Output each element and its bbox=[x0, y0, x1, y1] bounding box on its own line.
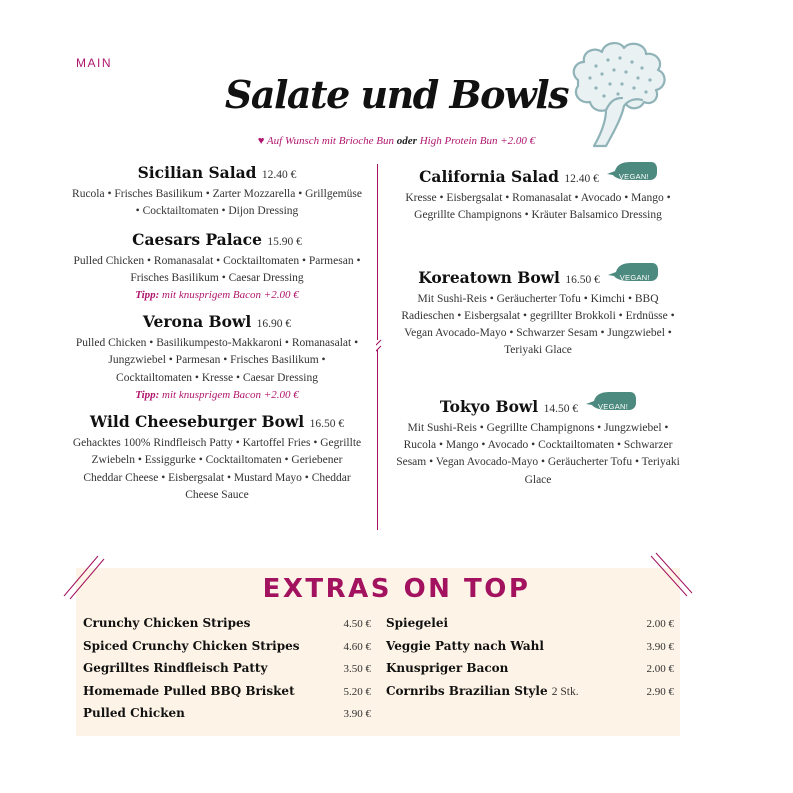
left-column bbox=[72, 162, 362, 504]
item-name: Caesars Palace bbox=[132, 229, 262, 249]
extras-column-right bbox=[386, 616, 674, 706]
item-name: Verona Bowl bbox=[142, 312, 252, 332]
item-name: Tokyo Bowl bbox=[439, 396, 539, 416]
subtitle-text-post: High Protein Bun +2.00 € bbox=[419, 135, 536, 147]
right-column bbox=[393, 162, 683, 489]
item-price: 16.90 € bbox=[256, 318, 292, 331]
extra-price: 4.50 € bbox=[343, 618, 371, 630]
extras-row bbox=[83, 639, 371, 662]
extra-price: 3.90 € bbox=[646, 640, 674, 653]
extras-row bbox=[83, 661, 371, 684]
item-price: 14.50 € bbox=[543, 402, 579, 415]
section-label: MAIN bbox=[76, 56, 112, 70]
extra-name: Pulled Chicken bbox=[83, 706, 185, 720]
item-price: 12.40 € bbox=[564, 173, 599, 185]
item-tip bbox=[72, 287, 362, 304]
subtitle-or: oder bbox=[396, 135, 417, 147]
item-title bbox=[72, 229, 362, 253]
subtitle-text-pre: Auf Wunsch mit Brioche Bun bbox=[266, 135, 395, 147]
item-price: 16.50 € bbox=[565, 273, 600, 286]
menu-item bbox=[72, 229, 362, 305]
heart-icon: ♥ bbox=[257, 135, 265, 147]
item-title bbox=[72, 311, 362, 335]
tip-label: Tipp: bbox=[135, 289, 160, 302]
column-divider bbox=[376, 164, 388, 530]
extra-name: Veggie Patty nach Wahl bbox=[386, 638, 544, 653]
extra-name bbox=[386, 684, 579, 698]
extras-row bbox=[83, 616, 371, 639]
menu-item bbox=[72, 311, 362, 404]
item-title bbox=[72, 162, 362, 186]
extra-name-text: Cornribs Brazilian Style bbox=[386, 683, 548, 698]
extras-row bbox=[386, 639, 674, 662]
extras-row bbox=[386, 616, 674, 639]
extras-title: EXTRAS ON TOP bbox=[262, 574, 531, 604]
item-description: Mit Sushi-Reis • Geräucherter Tofu • Kimchi • BBQ Radieschen • Eisbergsalat • gegrillter Brokkoli • Erdnüsse • Vegan Avocado-Mayo • Schwarzer Sesam • Jungzwiebel • Teriyaki Glace bbox=[401, 292, 675, 357]
extra-name: Gegrilltes Rindfleisch Patty bbox=[83, 661, 268, 675]
broccoli-icon bbox=[566, 36, 676, 148]
menu-item bbox=[393, 263, 683, 360]
menu-item bbox=[72, 411, 362, 504]
item-description: Kresse • Eisbergsalat • Romanasalat • Avocado • Mango • Gegrillte Champignons • Kräuter Balsamico Dressing bbox=[405, 192, 671, 222]
tip-label: Tipp: bbox=[135, 389, 160, 402]
extras-row bbox=[83, 684, 371, 707]
menu-item bbox=[393, 392, 683, 489]
extra-price: 2.90 € bbox=[646, 685, 674, 698]
vegan-badge: VEGAN! bbox=[586, 392, 636, 410]
vegan-badge: VEGAN! bbox=[607, 162, 657, 180]
extra-price: 3.90 € bbox=[343, 708, 371, 720]
item-description: Pulled Chicken • Basilikumpesto-Makkaroni • Romanasalat • Jungzwiebel • Parmesan • Frisches Basilikum • Cocktailtomaten • Kresse • Caesar Dressing bbox=[75, 337, 359, 384]
item-title bbox=[393, 392, 683, 420]
extras-row bbox=[386, 684, 674, 707]
item-title bbox=[72, 411, 362, 435]
extra-price: 4.60 € bbox=[343, 640, 371, 653]
extra-price: 2.00 € bbox=[646, 663, 674, 675]
item-name: Koreatown Bowl bbox=[418, 267, 560, 287]
extra-price: 5.20 € bbox=[343, 685, 371, 698]
tip-text: mit knusprigem Bacon +2.00 € bbox=[162, 289, 299, 302]
item-name: Sicilian Salad bbox=[137, 163, 257, 182]
page-title: Salate und Bowls bbox=[224, 72, 569, 117]
item-title bbox=[393, 162, 683, 190]
tip-text: mit knusprigem Bacon +2.00 € bbox=[162, 389, 299, 402]
menu-item bbox=[72, 162, 362, 221]
extra-name: Homemade Pulled BBQ Brisket bbox=[83, 683, 295, 698]
item-price: 12.40 € bbox=[261, 169, 297, 181]
extra-suffix: 2 Stk. bbox=[551, 685, 579, 698]
item-name: Wild Cheeseburger Bowl bbox=[89, 412, 305, 432]
item-description: Gehacktes 100% Rindfleisch Patty • Kartoffel Fries • Gegrillte Zwiebeln • Essiggurke • Cocktailtomaten • Geriebener Cheddar Cheese • Eisbergsalat • Mustard Mayo • Cheddar Cheese Sauce bbox=[72, 437, 362, 501]
item-description: Pulled Chicken • Romanasalat • Cocktailtomaten • Parmesan • Frisches Basilikum • Caesar Dressing bbox=[73, 254, 361, 284]
item-description: Mit Sushi-Reis • Gegrillte Champignons • Jungzwiebel • Rucola • Mango • Avocado • Cocktailtomaten • Schwarzer Sesam • Vegan Avocado-Mayo • Geräucherter Tofu • Teriyaki Glace bbox=[396, 421, 680, 486]
extras-row bbox=[386, 661, 674, 684]
extra-price: 3.50 € bbox=[343, 663, 371, 675]
vegan-badge: VEGAN! bbox=[608, 263, 658, 281]
extras-row bbox=[83, 706, 371, 729]
extra-name: Knuspriger Bacon bbox=[386, 661, 509, 675]
item-tip bbox=[72, 387, 362, 404]
subtitle bbox=[0, 135, 793, 147]
item-name: California Salad bbox=[419, 167, 560, 186]
extra-price: 2.00 € bbox=[646, 618, 674, 630]
extras-column-left bbox=[83, 616, 371, 729]
item-price: 16.50 € bbox=[309, 418, 345, 431]
extra-name: Spiegelei bbox=[386, 616, 449, 630]
item-title bbox=[393, 263, 683, 291]
item-description: Rucola • Frisches Basilikum • Zarter Mozzarella • Grillgemüse • Cocktailtomaten • Dijon Dressing bbox=[72, 188, 362, 218]
item-price: 15.90 € bbox=[267, 235, 302, 248]
menu-item bbox=[393, 162, 683, 225]
extra-name: Crunchy Chicken Stripes bbox=[83, 616, 251, 630]
extra-name: Spiced Crunchy Chicken Stripes bbox=[83, 638, 300, 653]
